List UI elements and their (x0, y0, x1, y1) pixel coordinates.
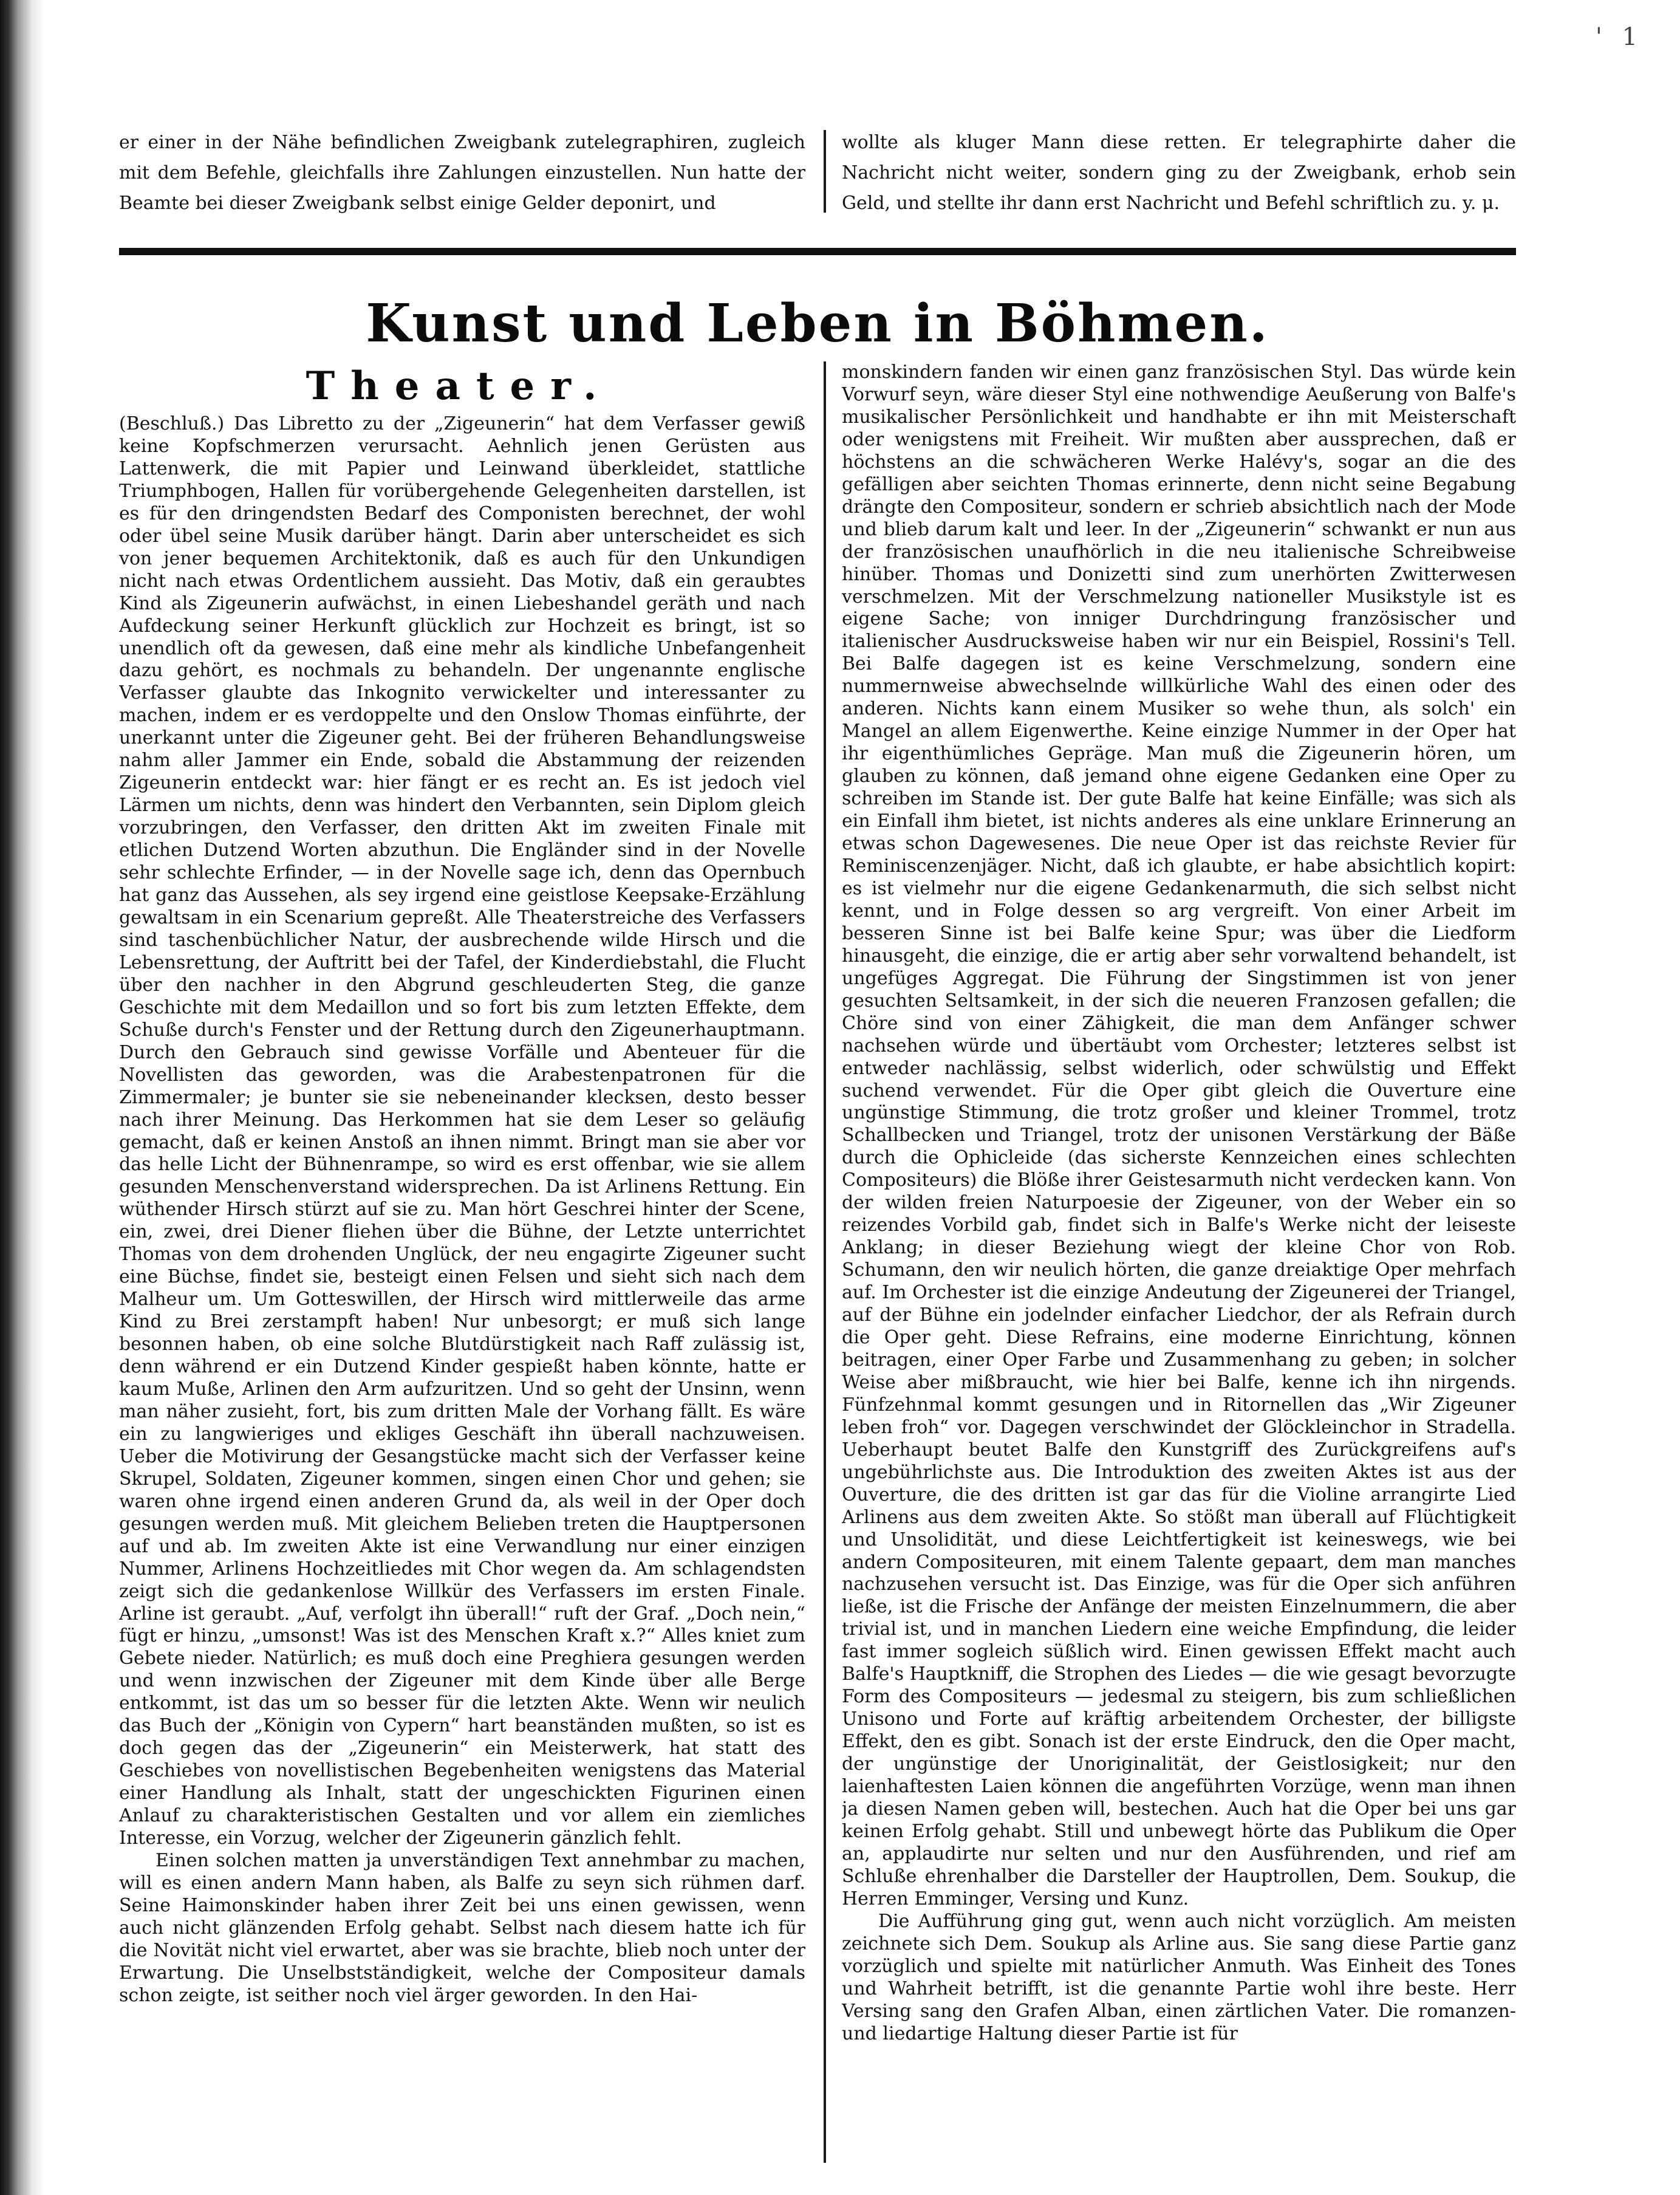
previous-article-left-text: er einer in der Nähe befindlichen Zweigbank zutelegraphiren, zugleich mit dem Befehle, gleichfalls ihre Zahlungen einzustellen. Nun hatte der Beamte bei dieser Zweigbank selbst einige Gelder deponirt, und (119, 132, 805, 214)
column-divider-top (824, 130, 826, 213)
article-paragraph: (Beschluß.) Das Libretto zu der „Zigeunerin“ hat dem Verfasser gewiß keine Kopfschmerzen verursacht. Aehnlich jenen Gerüsten aus Lattenwerk, die mit Papier und Leinwand überkleidet, stattliche Triumphbogen, Hallen für vorübergehende Gelegenheiten darstellen, ist es für den dringendsten Bedarf des Componisten berechnet, der wohl oder übel seine Musik darüber hängt. Darin aber unterscheidet es sich von jener bequemen Architektonik, daß es auch für den Unkundigen nicht nach etwas Ordentlichem aussieht. Das Motiv, daß ein geraubtes Kind als Zigeunerin aufwächst, in einen Liebeshandel geräth und nach Aufdeckung seiner Herkunft glücklich zur Hochzeit es bringt, ist so unendlich oft da gewesen, daß eine mehr als kindliche Unbefangenheit dazu gehört, es nochmals zu behandeln. Der ungenannte englische Verfasser glaubte das Inkognito verwickelter und interessanter zu machen, indem er es verdoppelte und den Onslow Thomas einführte, der unerkannt unter die Zigeuner geht. Bei der früheren Behandlungsweise nahm aller Jammer ein Ende, sobald die Abstammung der reizenden Zigeunerin entdeckt war: hier fängt er es recht an. Es ist jedoch viel Lärmen um nichts, denn was hindert den Verbannten, sein Diplom gleich vorzubringen, den Verfasser, den dritten Akt im zweiten Finale mit etlichen Dutzend Worten abzuthun. Die Engländer sind in der Novelle sehr schlechte Erfinder, — in der Novelle sage ich, denn das Opernbuch hat ganz das Aussehen, als sey irgend eine geistlose Keepsake-Erzählung gewaltsam in ein Scenarium gepreßt. Alle Theaterstreiche des Verfassers sind taschenbüchlicher Natur, der ausbrechende wilde Hirsch und die Lebensrettung, der Auftritt bei der Tafel, der Kinderdiebstahl, die Flucht über den nachher in den Abgrund geschleuderten Steg, die ganze Geschichte mit dem Medaillon und so fort bis zum letzten Effekte, dem Schuße durch's Fenster und der Rettung durch den Zigeunerhauptmann. Durch den Gebrauch sind gewisse Vorfälle und Abenteuer für die Novellisten das geworden, was die Arabestenpatronen für die Zimmermaler; je bunter sie sie nebeneinander klecksen, desto besser nach ihrer Meinung. Das Herkommen hat sie dem Leser so geläufig gemacht, daß er keinen Anstoß an ihnen nimmt. Bringt man sie aber vor das helle Licht der Bühnenrampe, so wird es erst offenbar, wie sie allem gesunden Menschenverstand widersprechen. Da ist Arlinens Rettung. Ein wüthender Hirsch stürzt auf sie zu. Man hört Geschrei hinter der Scene, ein, zwei, drei Diener fliehen über die Bühne, der Letzte unterrichtet Thomas von dem drohenden Unglück, der neu engagirte Zigeuner sucht eine Büchse, findet sie, besteigt einen Felsen und sieht sich nach dem Malheur um. Um Gotteswillen, der Hirsch wird mittlerweile das arme Kind zu Brei zerstampft haben! Nur unbesorgt; er muß sich lange besonnen haben, ob eine solche Blutdürstigkeit nach Raff zulässig ist, denn während er ein Dutzend Kinder gespießt haben könnte, hatte er kaum Muße, Arlinen den Arm aufzuritzen. Und so geht der Unsinn, wenn man näher zusieht, fort, bis zum dritten Male der Vorhang fällt. Es wäre ein zu langwieriges und ekliges Geschäft ihn überall nachzuweisen. Ueber die Motivirung der Gesangstücke macht sich der Verfasser keine Skrupel, Soldaten, Zigeuner kommen, singen einen Chor und gehen; sie waren ohne irgend einen anderen Grund da, als weil in der Oper doch gesungen werden muß. Mit gleichem Belieben treten die Hauptpersonen auf und ab. Im zweiten Akte ist eine Verwandlung nur einer einzigen Nummer, Arlinens Hochzeitliedes mit Chor wegen da. Am schlagendsten zeigt sich die gedankenlose Willkür des Verfassers im ersten Finale. Arline ist geraubt. „Auf, verfolgt ihn überall!“ ruft der Graf. „Doch nein,“ fügt er hinzu, „umsonst! Was ist des Menschen Kraft x.?“ Alles kniet zum Gebete nieder. Natürlich; es muß doch eine Preghiera gesungen werden und wenn inzwischen der Zigeuner mit dem Kinde über alle Berge entkommt, ist das um so besser für die letzten Akte. Wenn wir neulich das Buch der „Königin von Cypern“ hart beanständen mußten, so ist es doch gegen das der „Zigeunerin“ ein Meisterwerk, hat statt des Geschiebes von novellistischen Begebenheiten wenigstens das Material einer Handlung als Inhalt, statt der ungeschickten Figurinen einen Anlauf zu charakteristischen Gestalten und vor allem ein ziemliches Interesse, ein Vorzug, welcher der Zigeunerin gänzlich fehlt. (119, 413, 805, 1849)
section-separator-rule (119, 248, 1516, 255)
previous-article-ending (119, 128, 1516, 219)
column-divider-body (824, 361, 826, 2163)
previous-article-right-column (842, 128, 1516, 219)
newspaper-page (119, 128, 1516, 2108)
section-heading-theater: Theater. (306, 363, 613, 409)
margin-marks: ' 1 (1595, 23, 1644, 51)
article-paragraph: Die Aufführung ging gut, wenn auch nicht vorzüglich. Am meisten zeichnete sich Dem. Soukup als Arline aus. Sie sang diese Partie ganz vorzüglich und spielte mit natürlicher Anmuth. Was Einheit des Tones und Wahrheit betrifft, ist die genannte Partie wohl ihre beste. Herr Versing sang den Grafen Alban, einen zärtlichen Vater. Die romanzen- und liedartige Haltung dieser Partie ist für (842, 1910, 1516, 2044)
article-paragraph: Einen solchen matten ja unverständigen Text annehmbar zu machen, will es einen andern Mann haben, als Balfe zu seyn sich rühmen darf. Seine Haimonskinder haben ihrer Zeit bei uns einen gewissen, wenn auch nicht glänzenden Erfolg gehabt. Selbst nach diesem hatte ich für die Novität nicht viel erwartet, aber was sie brachte, blieb noch unter der Erwartung. Die Unselbstständigkeit, welche der Compositeur damals schon zeigte, ist seither noch viel ärger geworden. In den Hai- (119, 1850, 805, 2006)
previous-article-left-column (119, 128, 805, 219)
binding-gutter-shadow (0, 0, 44, 2195)
previous-article-right-text: wollte als kluger Mann diese retten. Er telegraphirte daher die Nachricht nicht weiter, sondern ging zu der Zweigbank, erhob sein Geld, und stellte ihr dann erst Nachricht und Befehl schriftlich zu. y. μ. (842, 132, 1516, 214)
article-paragraph: monskindern fanden wir einen ganz französischen Styl. Das würde kein Vorwurf seyn, wäre dieser Styl eine nothwendige Aeußerung von Balfe's musikalischer Persönlichkeit und handhabte er ihn mit Meisterschaft oder wenigstens mit Freiheit. Wir mußten aber aussprechen, daß er höchstens an die schwächeren Werke Halévy's, sogar an die des gefälligen aber seichten Thomas erinnerte, denn nicht seine Begabung drängte den Compositeur, sondern er schrieb absichtlich nach der Mode und blieb darum kalt und leer. In der „Zigeunerin“ schwankt er nun aus der französischen unaufhörlich in die neu italienische Schreibweise hinüber. Thomas und Donizetti sind zum unerhörten Zwitterwesen verschmelzen. Mit der Verschmelzung nationeller Musikstyle ist es eigene Sache; von inniger Durchdringung französischer und italienischer Ausdrucksweise haben wir nur ein Beispiel, Rossini's Tell. Bei Balfe dagegen ist es keine Verschmelzung, sondern eine nummernweise abwechselnde willkürliche Wahl des einen oder des anderen. Nichts kann einem Musiker so wehe thun, als solch' ein Mangel an allem Eigenwerthe. Keine einzige Nummer in der Oper hat ihr eigenthümliches Gepräge. Man muß die Zigeunerin hören, um glauben zu können, daß jemand ohne eigene Gedanken eine Oper zu schreiben im Stande ist. Der gute Balfe hat keine Einfälle; was sich als ein Einfall ihm bietet, ist nichts anderes als eine unklare Erinnerung an etwas schon Dagewesenes. Die neue Oper ist das reichste Revier für Reminiscenzenjäger. Nicht, daß ich glaubte, er habe absichtlich kopirt: es ist vielmehr nur die eigene Gedankenarmuth, die sich selbst nicht kennt, und in Folge dessen so arg vergreift. Von einer Arbeit im besseren Sinne ist bei Balfe keine Spur; was über die Liedform hinausgeht, die einzige, die er artig aber sehr vorwaltend behandelt, ist ungefüges Aggregat. Die Führung der Singstimmen ist von jener gesuchten Seltsamkeit, in der sich die neueren Franzosen gefallen; die Chöre sind von einer Zähigkeit, die man dem Anfänger schwer nachsehen würde und übertäubt vom Orchester; letzteres selbst ist entweder nachlässig, selbst widerlich, oder schwülstig und Effekt suchend verwendet. Für die Oper gibt gleich die Ouverture eine ungünstige Stimmung, die trotz großer und kleiner Trommel, trotz Schallbecken und Triangel, trotz der unisonen Verstärkung der Bäße durch die Ophicleide (das sicherste Kennzeichen eines schlechten Compositeurs) die Blöße ihrer Geistesarmuth nicht verdecken kann. Von der wilden freien Naturpoesie der Zigeuner, von der Weber ein so reizendes Vorbild gab, findet sich in Balfe's Werke nicht der leiseste Anklang; in dieser Beziehung wiegt der kleine Chor von Rob. Schumann, den wir neulich hörten, die ganze dreiaktige Oper mehrfach auf. Im Orchester ist die einzige Andeutung der Zigeunerei der Triangel, auf der Bühne ein jodelnder einfacher Liedchor, der als Refrain durch die Oper geht. Diese Refrains, eine moderne Einrichtung, können beitragen, einer Oper Farbe und Zusammenhang zu geben; in solcher Weise aber mißbraucht, wie hier bei Balfe, kenne ich ihn nirgends. Fünfzehnmal kommt gesungen und in Ritornellen das „Wir Zigeuner leben froh“ vor. Dagegen verschwindet der Glöckleinchor in Stradella. Ueberhaupt beutet Balfe den Kunstgriff des Zurückgreifens auf's ungebührlichste aus. Die Introduktion des zweiten Aktes ist aus der Ouverture, die des dritten ist gar das für die Violine arrangirte Lied Arlinens aus dem zweiten Akte. So stößt man überall auf Flüchtigkeit und Unsolidität, und diese Leichtfertigkeit ist keineswegs, wie bei andern Compositeuren, mit einem Talente gepaart, dem man manches nachzusehen versucht ist. Das Einzige, was für die Oper sich anführen ließe, ist die Frische der Anfänge der meisten Einzelnummern, die aber trivial ist, und in manchen Liedern eine weiche Empfindung, die leider fast immer sogleich süßlich wird. Einen gewissen Effekt macht auch Balfe's Hauptkniff, die Strophen des Liedes — die wie gesagt bevorzugte Form des Compositeurs — jedesmal zu steigern, bis zum schließlichen Unisono und Forte auf kräftig arbeitendem Orchester, der billigste Effekt, den es gibt. Sonach ist der erste Eindruck, den die Oper macht, der ungünstige der Unoriginalität, der Geistlosigkeit; nur den laienhaftesten Laien können die angeführten Vorzüge, wenn man ihnen ja diesen Namen geben will, bestechen. Auch hat die Oper bei uns gar keinen Erfolg gehabt. Still und unbewegt hörte das Publikum die Oper an, applaudirte nur selten und nur den Ausführenden, und rief am Schluße ehrenhalber die Darsteller der Hauptrollen, Dem. Soukup, die Herren Emminger, Versing und Kunz. (842, 361, 1516, 1909)
article-left-column (119, 413, 805, 2163)
article-right-column (842, 361, 1516, 2163)
article-title: Kunst und Leben in Böhmen. (366, 293, 1269, 354)
